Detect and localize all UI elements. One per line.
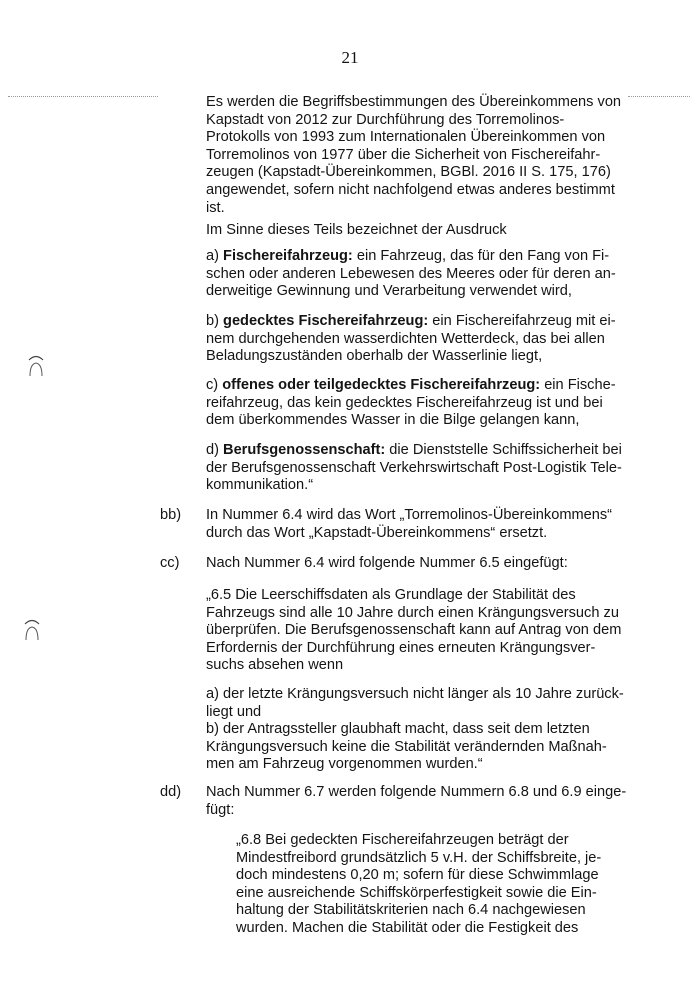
text-line: Fahrzeugs sind alle 10 Jahre durch einen Krängungsversuch zu xyxy=(206,604,619,621)
text-line: angewendet, sofern nicht nachfolgend etwas anderes bestimmt xyxy=(206,181,615,198)
hole-punch-mark-icon xyxy=(22,616,42,642)
text-line: a) der letzte Krängungsversuch nicht länger als 10 Jahre zurück- xyxy=(206,686,624,702)
intro-paragraph xyxy=(206,94,621,217)
definition-term: Fischereifahrzeug: xyxy=(223,248,353,264)
text-line: nem durchgehenden wasserdichten Wetterdeck, das bei allen xyxy=(206,330,605,347)
text-line: doch mindestens 0,20 m; sofern für diese Schwimmlage xyxy=(236,867,599,884)
definition-term: offenes oder teilgedecktes Fischereifahrzeug: xyxy=(222,377,541,393)
text-line: „6.5 Die Leerschiffsdaten als Grundlage der Stabilität des xyxy=(206,587,576,603)
item-cc-text xyxy=(206,555,568,573)
text-line: men am Fahrzeug vorgenommen wurden.“ xyxy=(206,756,483,773)
text-line: schen oder anderen Lebewesen des Meeres oder für deren an- xyxy=(206,265,616,282)
text-line: liegt und xyxy=(206,703,262,720)
text-line: Erfordernis der Durchführung eines erneuten Krängungsver- xyxy=(206,639,596,656)
definition-c xyxy=(206,377,616,430)
definition-prefix: b) xyxy=(206,313,224,329)
text-line: Nach Nummer 6.7 werden folgende Nummern 6.8 und 6.9 einge- xyxy=(206,784,627,800)
text-line xyxy=(206,313,616,331)
definition-text: ein Fahrzeug, das für den Fang von Fi- xyxy=(352,248,610,264)
text-line: fügt: xyxy=(206,801,235,818)
definition-term: Berufsgenossenschaft: xyxy=(223,442,386,458)
text-line: Beladungszuständen oberhalb der Wasserlinie liegt, xyxy=(206,348,543,365)
text-line: überprüfen. Die Berufsgenossenschaft kann auf Antrag von dem xyxy=(206,622,622,639)
definition-d xyxy=(206,442,622,495)
text-line: „6.8 Bei gedeckten Fischereifahrzeugen beträgt der xyxy=(236,832,569,848)
definition-b xyxy=(206,313,616,366)
item-dd-text xyxy=(206,784,626,819)
definition-text: die Dienststelle Schiffssicherheit bei xyxy=(385,442,622,458)
text-line: der Berufsgenossenschaft Verkehrswirtschaft Post-Logistik Tele- xyxy=(206,459,622,476)
item-label-cc: cc) xyxy=(160,555,180,571)
text-line: Es werden die Begriffsbestimmungen des Übereinkommens von xyxy=(206,94,622,110)
text-line: dem überkommendes Wasser in die Bilge gelangen kann, xyxy=(206,412,580,429)
definition-prefix: d) xyxy=(206,442,224,458)
item-label-dd: dd) xyxy=(160,784,182,800)
text-line: zeugen (Kapstadt-Übereinkommen, BGBl. 2016 II S. 175, 176) xyxy=(206,164,611,181)
text-line: Mindestfreibord grundsätzlich 5 v.H. der Schiffsbreite, je- xyxy=(236,849,602,866)
sense-line xyxy=(206,222,507,240)
definition-prefix: a) xyxy=(206,248,224,264)
quote-6-8 xyxy=(236,832,601,938)
text-line xyxy=(206,248,616,266)
text-line: Protokolls von 1993 zum Internationalen Übereinkommen von xyxy=(206,129,606,146)
text-line: b) der Antragssteller glaubhaft macht, dass seit dem letzten xyxy=(206,721,590,738)
item-label-bb: bb) xyxy=(160,507,182,523)
text-line: suchs absehen wenn xyxy=(206,657,344,674)
text-line xyxy=(206,377,616,395)
text-line: wurden. Machen die Stabilität oder die Festigkeit des xyxy=(236,919,579,936)
definition-text: ein Fische- xyxy=(540,377,616,393)
text-line: ist. xyxy=(206,199,225,216)
text-line: In Nummer 6.4 wird das Wort „Torremolinos-Übereinkommens“ xyxy=(206,507,613,523)
item-bb-text xyxy=(206,507,612,542)
hole-punch-mark-icon xyxy=(26,352,46,378)
definition-text: ein Fischereifahrzeug mit ei- xyxy=(428,313,616,329)
text-line: Krängungsversuch keine die Stabilität verändernden Maßnah- xyxy=(206,738,607,755)
text-line xyxy=(206,442,622,460)
text-line: durch das Wort „Kapstadt-Übereinkommens“ ersetzt. xyxy=(206,524,548,541)
text-line: Torremolinos von 1977 über die Sicherheit von Fischereifahr- xyxy=(206,146,601,163)
text-line: eine ausreichende Schiffskörperfestigkeit sowie die Ein- xyxy=(236,884,597,901)
text-line: Im Sinne dieses Teils bezeichnet der Ausdruck xyxy=(206,222,507,238)
text-line: reifahrzeug, das kein gedecktes Fischereifahrzeug ist und bei xyxy=(206,394,603,411)
text-line: Nach Nummer 6.4 wird folgende Nummer 6.5 eingefügt: xyxy=(206,555,568,571)
text-line: derweitige Gewinnung und Verarbeitung verwendet wird, xyxy=(206,283,572,300)
text-line: kommunikation.“ xyxy=(206,477,314,494)
page-number: 21 xyxy=(341,48,359,67)
quote-6-5-conditions xyxy=(206,686,624,774)
definition-prefix: c) xyxy=(206,377,223,393)
text-line: haltung der Stabilitätskriterien nach 6.4 nachgewiesen xyxy=(236,902,586,919)
scan-artifact-line xyxy=(8,96,158,97)
definition-term: gedecktes Fischereifahrzeug: xyxy=(223,313,429,329)
definition-a xyxy=(206,248,616,301)
scan-artifact-line xyxy=(628,96,690,97)
text-line: Kapstadt von 2012 zur Durchführung des Torremolinos- xyxy=(206,111,565,128)
quote-6-5 xyxy=(206,587,621,675)
